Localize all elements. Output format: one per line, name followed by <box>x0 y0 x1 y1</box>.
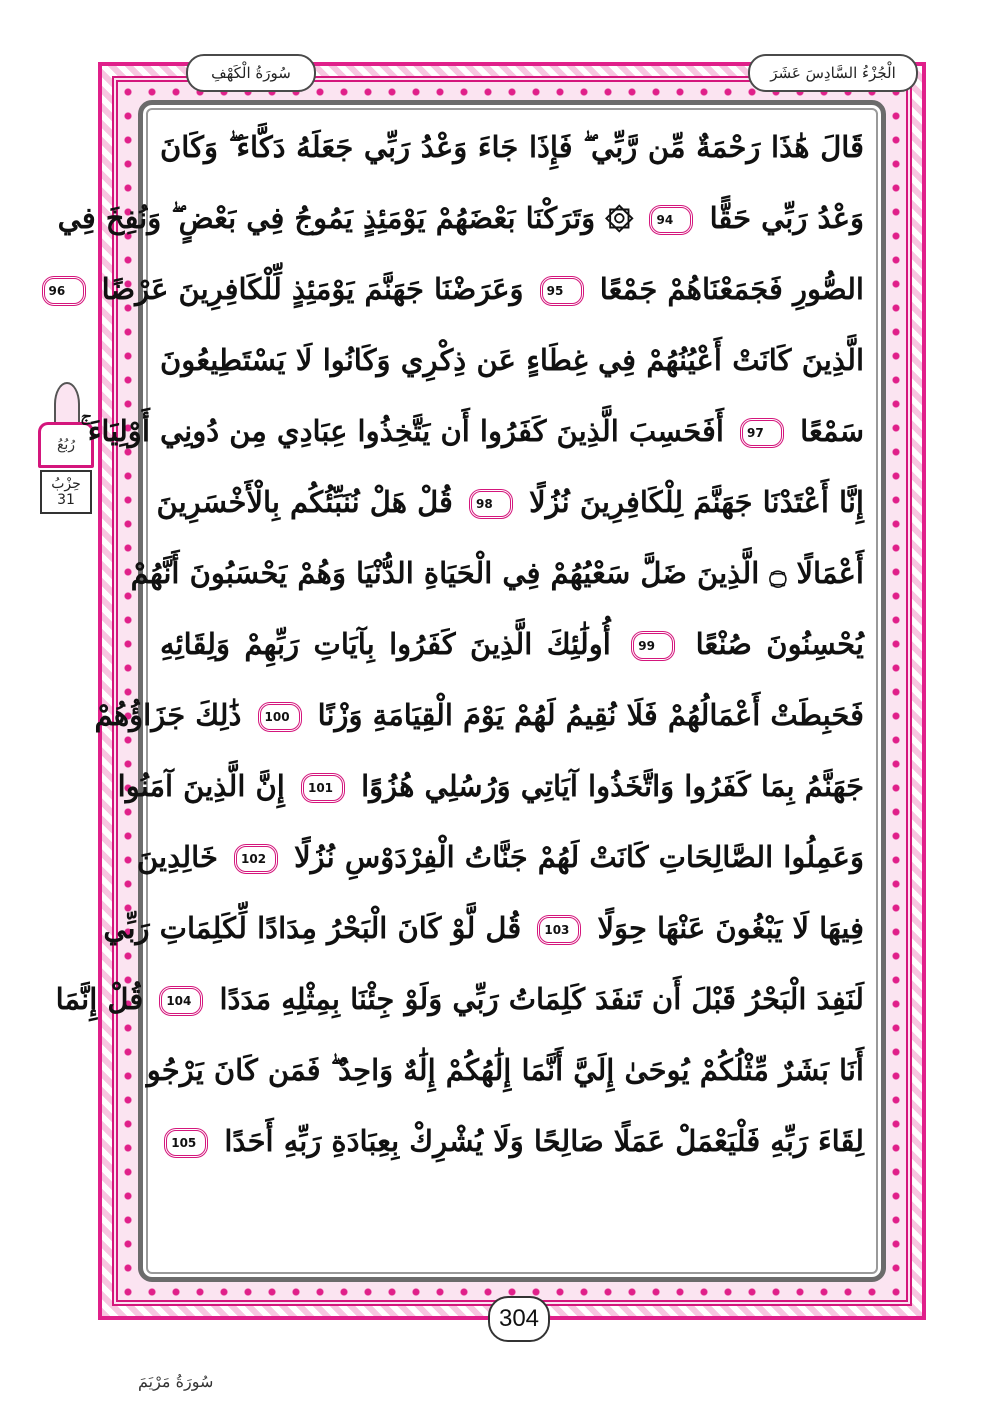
rub-label: رُبُعُ <box>38 422 94 468</box>
text-line <box>103 893 870 964</box>
verse-text: فِيهَا لَا يَبْغُونَ عَنْهَا حِوَلًا <box>597 911 864 945</box>
verse-text: قَالَ هَٰذَا رَحْمَةٌ مِّن رَّبِّي ۖ فَإِذَا جَاءَ وَعْدُ رَبِّي جَعَلَهُ دَكَّاءَ ۖ وَكَانَ <box>160 130 864 164</box>
text-line <box>55 964 870 1035</box>
text-line <box>117 751 870 822</box>
ayah-number-marker: 102 <box>234 844 278 874</box>
text-line <box>154 1106 870 1177</box>
juz-label: الْجُزْءُ السَّادِسَ عَشَرَ <box>748 54 918 92</box>
hizb-dome-ornament <box>54 382 80 426</box>
text-line <box>136 822 870 893</box>
verse-text: وَعَمِلُوا الصَّالِحَاتِ كَانَتْ لَهُمْ جَنَّاتُ الْفِرْدَوْسِ نُزُلًا <box>294 840 864 874</box>
verse-text: سَمْعًا <box>800 414 864 448</box>
ayah-number-marker: 100 <box>258 702 302 732</box>
verse-text: ۞ وَتَرَكْنَا بَعْضَهُمْ يَوْمَئِذٍ يَمُوجُ فِي بَعْضٍ ۖ وَنُفِخَ فِي <box>57 201 634 235</box>
verse-text: الَّذِينَ كَانَتْ أَعْيُنُهُمْ فِي غِطَاءٍ عَن ذِكْرِي وَكَانُوا لَا يَسْتَطِيعُونَ <box>160 343 864 377</box>
verse-text: ذَٰلِكَ جَزَاؤُهُمْ <box>94 698 242 732</box>
verse-text: الصُّورِ فَجَمَعْنَاهُمْ جَمْعًا <box>599 272 864 306</box>
verse-text: أُولَٰئِكَ الَّذِينَ كَفَرُوا بِآيَاتِ رَبِّهِمْ وَلِقَائِهِ <box>160 627 611 661</box>
ayah-number-marker: 96 <box>42 276 86 306</box>
ayah-number-marker: 95 <box>540 276 584 306</box>
verse-text: قُلْ هَلْ نُنَبِّئُكُم بِالْأَخْسَرِينَ <box>156 485 453 519</box>
text-line <box>154 112 870 183</box>
text-line <box>94 680 870 751</box>
ayah-number-marker: 98 <box>469 489 513 519</box>
hizb-number: 31 <box>57 492 75 508</box>
verse-text: فَحَبِطَتْ أَعْمَالُهُمْ فَلَا نُقِيمُ لَهُمْ يَوْمَ الْقِيَامَةِ وَزْنًا <box>317 698 864 732</box>
verse-text: لِقَاءَ رَبِّهِ فَلْيَعْمَلْ عَمَلًا صَالِحًا وَلَا يُشْرِكْ بِعِبَادَةِ رَبِّهِ أَحَدًا <box>224 1124 864 1158</box>
ayah-number-marker: 103 <box>537 915 581 945</box>
next-surah-label: سُورَةُ مَرْيَمَ <box>138 1372 214 1391</box>
ayah-number-marker: 97 <box>740 418 784 448</box>
verse-text: أَنَا بَشَرٌ مِّثْلُكُمْ يُوحَىٰ إِلَيَّ أَنَّمَا إِلَٰهُكُمْ إِلَٰهٌ وَاحِدٌ ۖ فَمَن كَانَ يَرْجُو <box>146 1053 864 1087</box>
ayah-number-marker: 105 <box>164 1128 208 1158</box>
verse-text: يُحْسِنُونَ صُنْعًا <box>695 627 864 661</box>
text-line <box>146 1035 870 1106</box>
ayah-number-marker: 104 <box>159 986 203 1016</box>
verse-text: قُلْ إِنَّمَا <box>55 982 144 1016</box>
verse-text: أَعْمَالًا ۝ الَّذِينَ ضَلَّ سَعْيُهُمْ فِي الْحَيَاةِ الدُّنْيَا وَهُمْ يَحْسَبُونَ أَنَّهُمْ <box>130 556 864 590</box>
verse-text: إِنَّ الَّذِينَ آمَنُوا <box>117 769 285 803</box>
text-line <box>57 183 870 254</box>
text-line <box>48 254 870 325</box>
hizb-box <box>40 470 92 514</box>
hizb-word: حِزْبُ <box>51 476 81 492</box>
verse-text: إِنَّا أَعْتَدْنَا جَهَنَّمَ لِلْكَافِرِينَ نُزُلًا <box>529 485 864 519</box>
ayah-number-marker: 101 <box>301 773 345 803</box>
verse-text: قُل لَّوْ كَانَ الْبَحْرُ مِدَادًا لِّكَلِمَاتِ رَبِّي <box>103 911 522 945</box>
ayah-number-marker: 99 <box>631 631 675 661</box>
verse-text: جَهَنَّمُ بِمَا كَفَرُوا وَاتَّخَذُوا آيَاتِي وَرُسُلِي هُزُوًا <box>361 769 864 803</box>
verse-text: أَفَحَسِبَ الَّذِينَ كَفَرُوا أَن يَتَّخِذُوا عِبَادِي مِن دُونِي أَوْلِيَاءَ ۚ <box>80 414 724 448</box>
surah-label: سُورَةُ الْكَهْفِ <box>186 54 316 92</box>
text-line <box>80 396 870 467</box>
verse-text: وَعْدُ رَبِّي حَقًّا <box>709 201 864 235</box>
verse-text: وَعَرَضْنَا جَهَنَّمَ يَوْمَئِذٍ لِّلْكَافِرِينَ عَرْضًا <box>101 272 524 306</box>
text-line <box>154 325 870 396</box>
text-line <box>154 467 870 538</box>
text-line <box>154 609 870 680</box>
ayah-number-marker: 94 <box>649 205 693 235</box>
page-number: 304 <box>488 1296 550 1342</box>
text-line <box>130 538 870 609</box>
verse-text: لَنَفِدَ الْبَحْرُ قَبْلَ أَن تَنفَدَ كَلِمَاتُ رَبِّي وَلَوْ جِئْنَا بِمِثْلِهِ مَدَدًا <box>219 982 864 1016</box>
verse-text: خَالِدِينَ <box>136 840 218 874</box>
